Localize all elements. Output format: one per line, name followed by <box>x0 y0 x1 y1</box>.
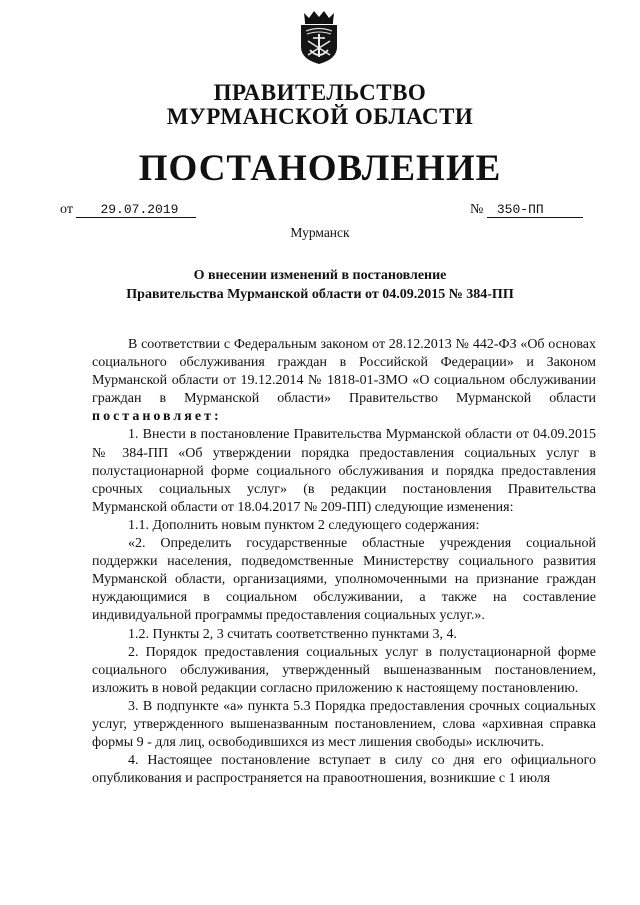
paragraph-1-1: 1.1. Дополнить новым пунктом 2 следующего содержания: <box>128 517 480 533</box>
document-body <box>92 336 596 788</box>
government-name-line2: МУРМАНСКОЙ ОБЛАСТИ <box>166 104 474 129</box>
document-date: 29.07.2019 <box>76 203 196 218</box>
paragraph-4: 4. Настоящее постановление вступает в силу со дня его официального опубликования и распространяется на правоотношения, возникшие с 1 июля <box>92 753 596 787</box>
government-name-line1: ПРАВИТЕЛЬСТВО <box>213 80 427 105</box>
paragraph-preamble <box>92 336 596 426</box>
number-prefix: № <box>470 202 484 217</box>
paragraph-2: 2. Порядок предоставления социальных услуг в полустационарной форме социального обслуживания, утвержденный вышеназванным постановлением, изложить в новой редакции согласно приложению к настоящему постановлению. <box>92 644 596 696</box>
document-type-heading: ПОСТАНОВЛЕНИЕ <box>138 148 502 189</box>
paragraph-1-2: 1.2. Пункты 2, 3 считать соответственно пунктами 3, 4. <box>128 626 458 642</box>
document-date-row <box>60 202 196 218</box>
document-title-line1: О внесении изменений в постановление <box>193 268 447 283</box>
murmansk-coat-of-arms-icon <box>296 9 342 65</box>
preamble-text: В соответствии с Федеральным законом от 28.12.2013 № 442-ФЗ «Об основах социального обслуживания граждан в Российской Федерации» и Законом Мурманской области от 19.12.2014 № 1818-01-ЗМО «О социальном обслуживании граждан в Мурманской области» Правительство Мурманской области <box>92 337 596 407</box>
date-prefix: от <box>60 202 73 217</box>
document-title-line2: Правительства Мурманской области от 04.09.2015 № 384-ПП <box>126 287 514 302</box>
paragraph-3: 3. В подпункте «а» пункта 5.3 Порядка предоставления срочных социальных услуг, утвержденного вышеназванным постановлением, слова «архивная справка формы 9 - для лиц, освободившихся из мест лишения свободы» исключить. <box>92 698 596 751</box>
document-number-row <box>470 202 583 218</box>
paragraph-1: 1. Внести в постановление Правительства Мурманской области от 04.09.2015 № 384-ПП «Об утверждении порядка предоставления социальных услуг в полустационарной форме социального обслуживания и порядка предоставления срочных социальных услуг» (в редакции постановления Правительства Мурманской области от 18.04.2017 № 209-ПП) следующие изменения: <box>92 427 596 515</box>
document-city: Мурманск <box>290 225 350 240</box>
preamble-emphasis: постановляет: <box>92 409 222 425</box>
paragraph-quote-2: «2. Определить государственные областные учреждения социальной поддержки населения, подведомственные Министерству социального развития Мурманской области, организациями, уполномоченными на признание граждан нуждающимися в социальном обслуживании, а также на составление индивидуальной программы предоставления социальных услуг.». <box>92 536 596 624</box>
document-number: 350-ПП <box>487 203 583 218</box>
